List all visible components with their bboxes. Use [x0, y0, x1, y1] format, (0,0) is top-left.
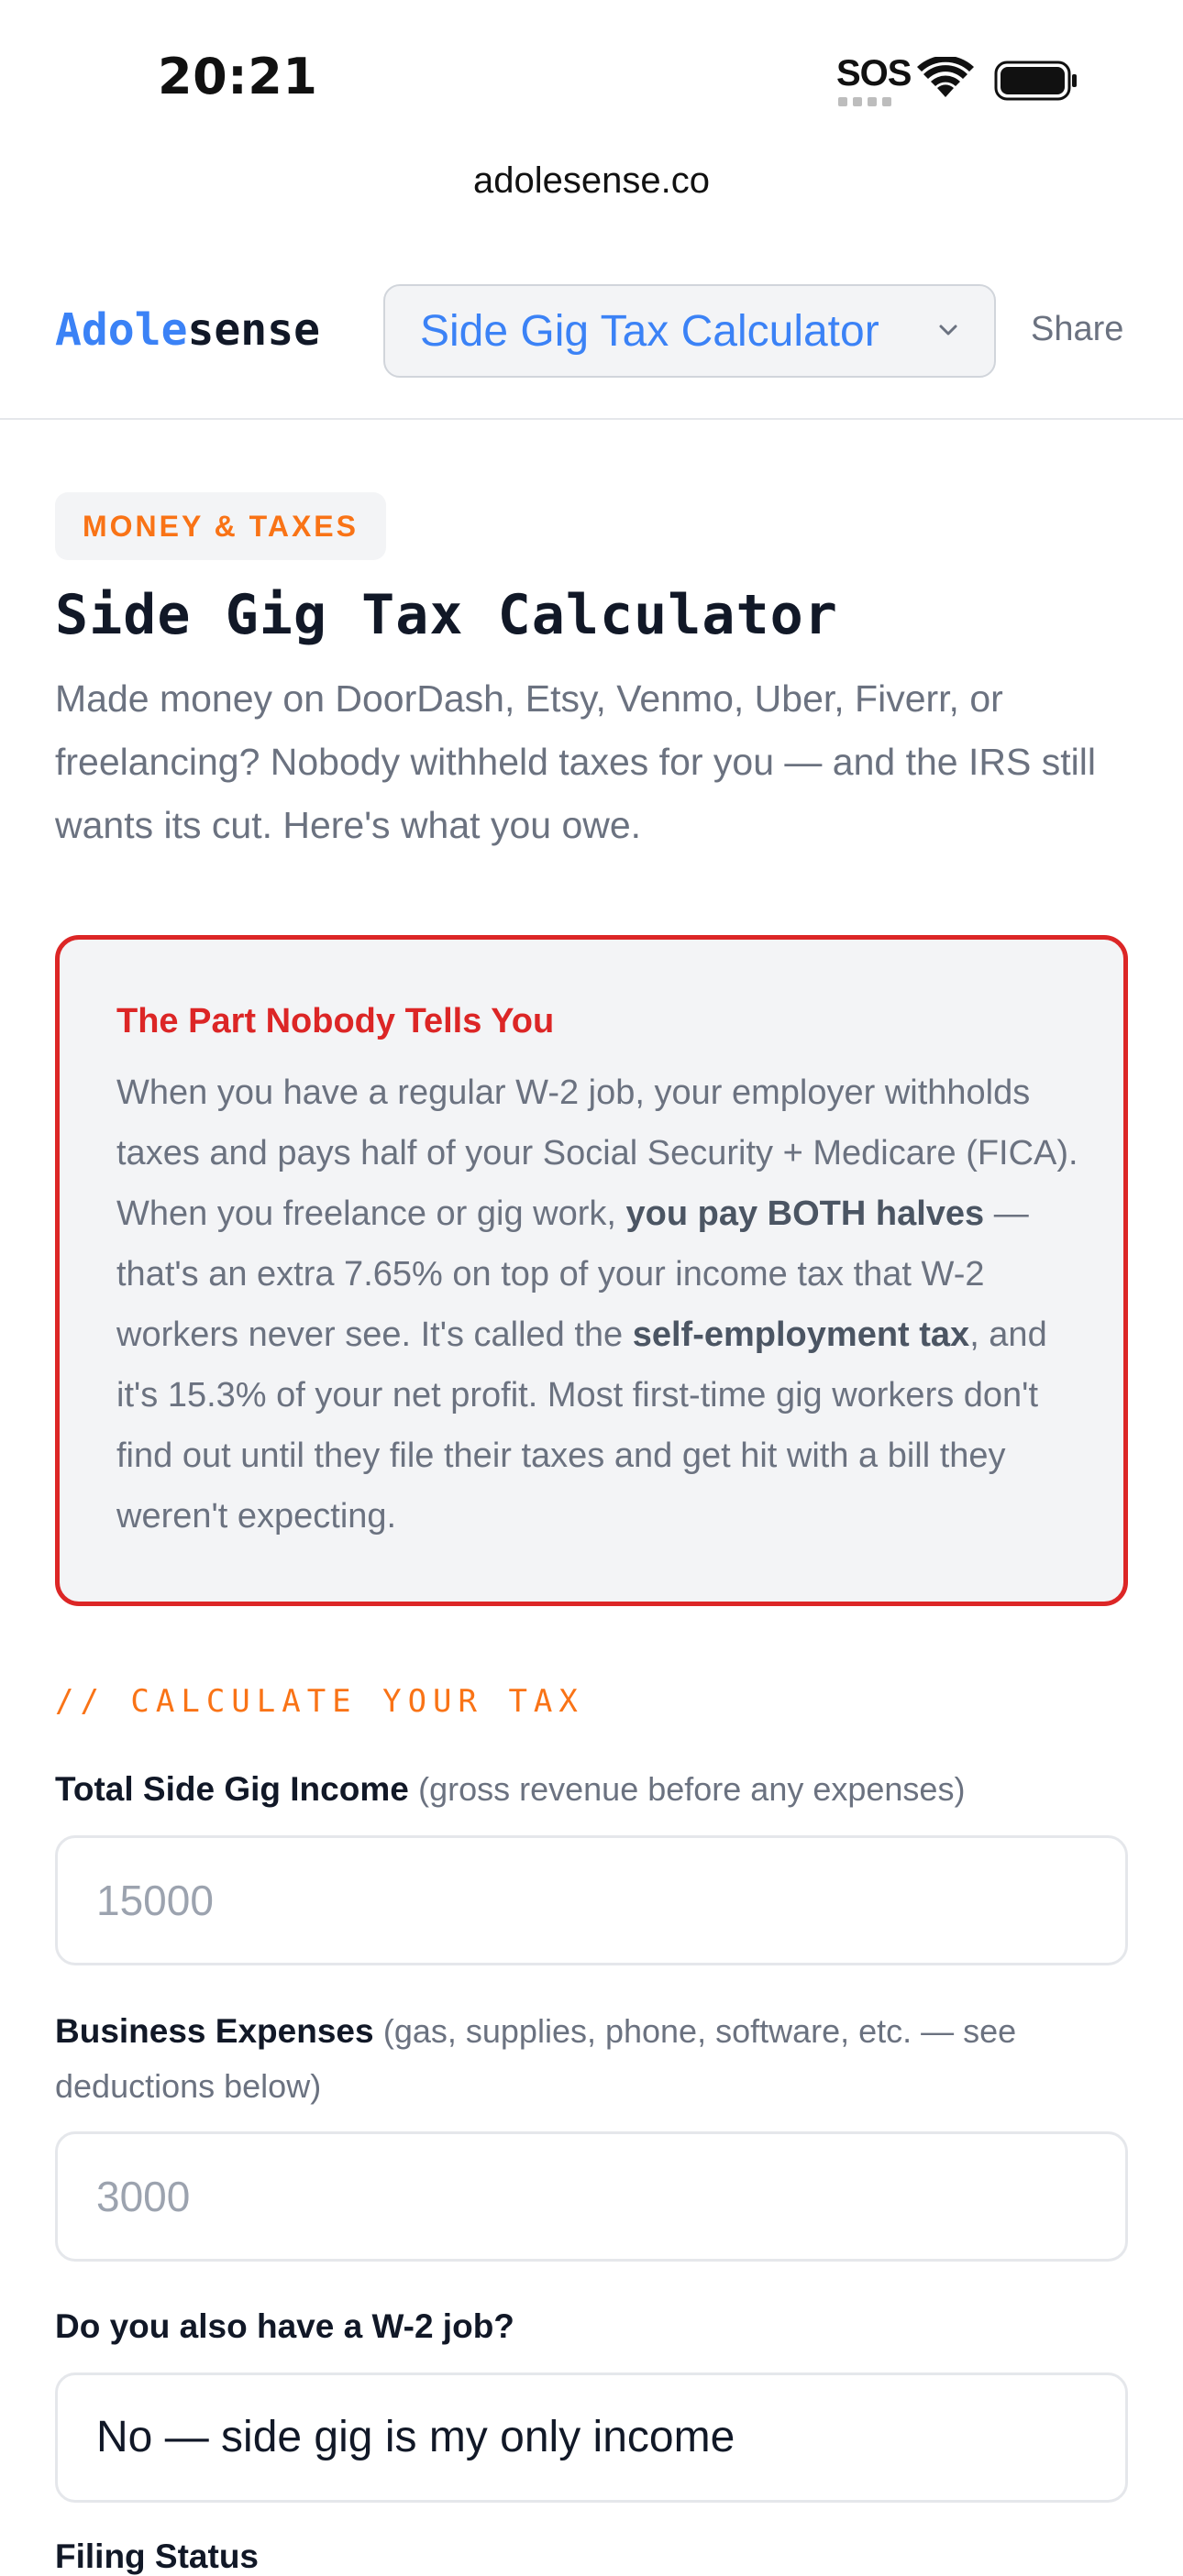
battery-icon — [994, 61, 1078, 101]
w2-select-value: No — side gig is my only income — [96, 2413, 735, 2461]
callout-text-2: — that's an extra 7.65% on top of your income tax that W-2 workers never see. It's called the — [116, 1194, 1029, 1354]
logo-part-1: Adole — [55, 304, 188, 356]
chevron-down-icon — [937, 323, 959, 337]
wifi-icon — [917, 57, 974, 99]
callout-bold-2: self-employment tax — [632, 1316, 970, 1354]
sos-indicator: SOS — [836, 53, 912, 94]
signal-dots-icon — [838, 97, 891, 106]
section-label: // CALCULATE YOUR TAX — [55, 1683, 584, 1720]
income-label-text: Total Side Gig Income — [55, 1770, 409, 1808]
expenses-input[interactable] — [58, 2134, 1125, 2259]
category-badge: MONEY & TAXES — [55, 492, 386, 560]
income-input[interactable] — [58, 1838, 1125, 1963]
callout-text-3: , and it's 15.3% of your net profit. Most first-time gig workers don't find out until they file their taxes and get hit with a bill they weren't expecting. — [116, 1316, 1047, 1536]
w2-select[interactable] — [55, 2372, 1128, 2503]
income-field[interactable] — [55, 1835, 1128, 1965]
callout-title: The Part Nobody Tells You — [116, 1002, 555, 1040]
income-label — [55, 1762, 1128, 1817]
intro-text: Made money on DoorDash, Etsy, Venmo, Uber, Fiverr, or freelancing? Nobody withheld taxes for you — and the IRS still wants its cut. Here's what you owe. — [55, 677, 1096, 846]
status-bar — [0, 0, 1183, 147]
callout-bold-1: you pay BOTH halves — [625, 1194, 985, 1233]
logo[interactable] — [55, 304, 320, 356]
w2-label: Do you also have a W-2 job? — [55, 2307, 514, 2345]
expenses-field[interactable] — [55, 2131, 1128, 2262]
expenses-label — [55, 2004, 1128, 2114]
filing-status-label: Filing Status — [55, 2537, 259, 2575]
tool-selector[interactable] — [383, 284, 996, 378]
tool-selector-label: Side Gig Tax Calculator — [420, 307, 879, 356]
share-button[interactable]: Share — [1031, 310, 1124, 348]
expenses-label-text: Business Expenses — [55, 2012, 374, 2050]
status-time: 20:21 — [158, 48, 318, 105]
income-hint: (gross revenue before any expenses) — [418, 1770, 966, 1808]
url-bar[interactable]: adolesense.co — [473, 160, 710, 201]
callout-text-1: When you have a regular W-2 job, your employer withholds taxes and pays half of your Social Security + Medicare (FICA). When you freelance or gig work, — [116, 1073, 1078, 1233]
callout-body — [116, 1062, 1079, 1547]
expenses-hint: (gas, supplies, phone, software, etc. — see deductions below) — [55, 2012, 1017, 2105]
page-title: Side Gig Tax Calculator — [55, 583, 838, 647]
logo-part-2: sense — [187, 304, 320, 356]
warning-callout — [55, 935, 1128, 1606]
